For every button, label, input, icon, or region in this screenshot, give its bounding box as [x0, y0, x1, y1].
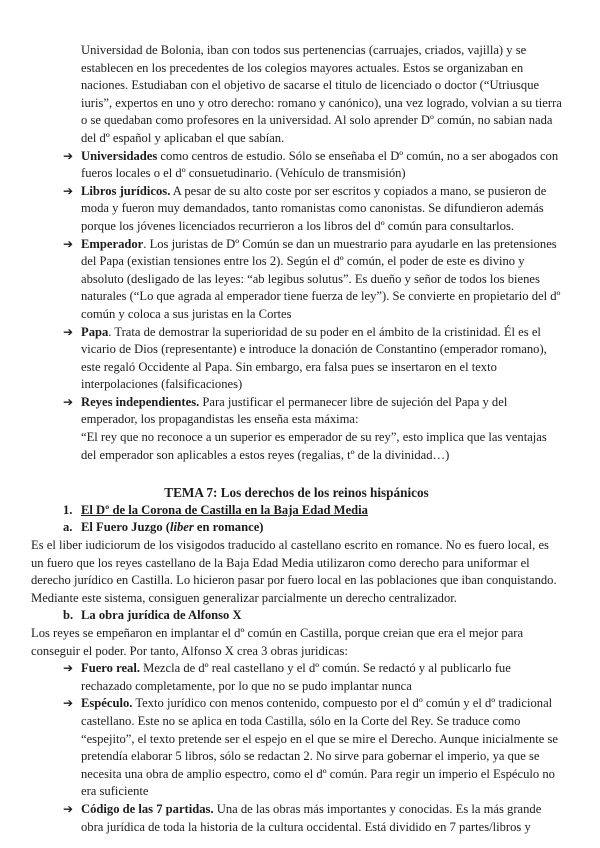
- section-title-italic: liber: [169, 520, 194, 535]
- list-item-term: Espéculo.: [81, 696, 133, 711]
- list-item: [31, 394, 562, 464]
- list-item-text: como centros de estudio. Sólo se enseñaba el Dº común, no a ser abogados con fueros locales o el dº consuetudinario. (Vehículo de transmisión): [81, 148, 559, 181]
- list-item-text: . Los juristas de Dº Común se dan un muestrario para ayudarle en las pretensiones del Papa (existian tensiones entre los 2). Según el dº común, el poder de este es divino y absoluto (desligado de las leyes: “ab legibus solutus”. Es dueño y señor de todos los bienes naturales (“Lo que agrada al emperador tiene fuerza de ley”). Se convierte en propietario del dº común y coloca a sus juristas en la Cortes: [81, 236, 561, 321]
- paragraph-alfonso-x: Los reyes se empeñaron en implantar el dº común en Castilla, porque creian que era el mejor para conseguir el poder. Por tanto, Alfonso X crea 3 obras juridicas:: [31, 626, 524, 658]
- tema-title: TEMA 7: Los derechos de los reinos hispánicos: [164, 485, 429, 501]
- list-item-term: Emperador: [81, 236, 144, 251]
- section-number: b.: [63, 608, 74, 623]
- list-item-term: Código de las 7 partidas.: [81, 801, 214, 816]
- intro-paragraph: Universidad de Bolonia, iban con todos sus pertenencias (carruajes, criados, vajilla) y se establecen en los precedentes de los colegios mayores actuales. Estos se organizaban en naciones. Estudiaban con el objetivo de sacarse el titulo de licenciado o doctor (“Utriusque iuris”, expertos en uno y otro derecho: romano y canónico), una vez logrado, volvian a su tierra o se quedaban como profesores en la universidad. Al solo aprender Dº común, no sabian nada del dº español y aplicaban el que sabían.: [81, 43, 562, 145]
- list-item-term: Libros jurídicos.: [81, 183, 171, 198]
- paragraph-fuero-juzgo: Es el liber iudiciorum de los visigodos traducido al castellano escrito en romance. No es fuero local, es un fuero que los reyes castellano de la Baja Edad Media utilizaron como derecho para uniformar el derecho jurídico en Castilla. Lo hicieron pasar por fuero local en las poblaciones que iban conquistando. Mediante este sistema, consiguen generalizar parcialmente un derecho centralizador.: [31, 538, 557, 605]
- arrow-icon: ➔: [63, 148, 74, 163]
- section-title-post: en romance): [193, 520, 264, 535]
- arrow-icon: ➔: [63, 696, 74, 711]
- arrow-icon: ➔: [63, 183, 74, 198]
- arrow-icon: ➔: [63, 324, 74, 339]
- arrow-icon: ➔: [63, 801, 74, 816]
- list-item: [31, 236, 562, 324]
- list-item: [31, 183, 562, 236]
- list-item-text: Texto jurídico con menos contenido, compuesto por el dº común y el dº tradicional castellano. Este no se aplica en toda Castilla, sólo en la Corte del Rey. Se traduce como “espejito”, el texto pretende ser el espejo en el que se mire el Derecho. Aunque inicialmente se pretendía elaborar 5 libros, sólo se redactan 2. No sirve para gobernar el imperio, ya que se necesita una obra de amplio espectro, como el dº común. Para regir un imperio el Espéculo no era suficiente: [81, 696, 558, 799]
- section-1-heading: [31, 502, 562, 520]
- list-item-term: Papa: [81, 324, 109, 339]
- list-item: [31, 324, 562, 394]
- list-item: [31, 801, 562, 836]
- arrow-icon: ➔: [63, 236, 74, 251]
- section-a-heading: [31, 519, 562, 537]
- list-item: [31, 695, 562, 801]
- list-item: [31, 660, 562, 695]
- list-item-text: Mezcla de dº real castellano y el dº común. Se redactó y al publicarlo fue rechazado completamente, por lo que no se pudo implantar nunca: [81, 661, 511, 693]
- list-item-text: . Trata de demostrar la superioridad de su poder en el ámbito de la cristinidad. Él es el vicario de Dios (representante) e introduce la donación de Constantino (emperador romano), este regaló Occidente al Papa. Sin embargo, era falsa pues se insertaron en el texto interpolaciones (falsificaciones): [81, 324, 547, 392]
- bullet-list-a: [31, 148, 562, 465]
- section-title: La obra jurídica de Alfonso X: [81, 608, 242, 623]
- list-item-text: A pesar de su alto coste por ser escritos y copiados a mano, se pusieron de moda y fueron muy demandados, tanto romanistas como canonistas. Se difundieron además porque los jóvenes licenciados recurrieron a los libros del dº común para consultarlos.: [81, 183, 547, 233]
- section-number: 1.: [63, 502, 73, 517]
- list-item-term: Reyes independientes.: [81, 394, 200, 409]
- list-item-text: Para justificar el permanecer libre de sujeción del Papa y del emperador, los propagandistas les enseña esta máxima:: [81, 394, 508, 427]
- arrow-icon: ➔: [63, 394, 74, 409]
- list-item-text: Una de las obras más importantes y conocidas. Es la más grande obra jurídica de toda la historia de la cultura occidental. Está dividido en 7 partes/libros y: [81, 801, 542, 834]
- list-item: [31, 148, 562, 183]
- maxim-text: “El rey que no reconoce a un superior es emperador de su rey”, esto implica que las ventajas del emperador son aplicables a estos reyes (regalias, tº de la divinidad…): [81, 430, 547, 462]
- list-item-term: Fuero real.: [81, 661, 140, 676]
- section-number: a.: [63, 520, 73, 535]
- section-title: El Dº de la Corona de Castilla en la Baja Edad Media: [81, 502, 368, 517]
- section-title-pre: El Fuero Juzgo (: [81, 520, 170, 535]
- arrow-icon: ➔: [63, 661, 74, 676]
- bullet-list-b: [31, 660, 562, 836]
- section-b-heading: [31, 607, 562, 625]
- list-item-term: Universidades: [81, 148, 158, 163]
